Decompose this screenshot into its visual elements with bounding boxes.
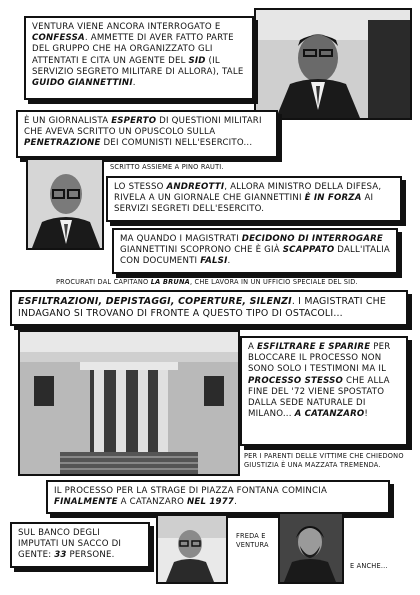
caption-text: (IL SERVIZIO SEGRETO MILITARE DI ALLORA), TALE bbox=[32, 55, 244, 77]
caption-text: A bbox=[248, 342, 258, 352]
caption-emphasis: DECIDONO DI INTERROGARE bbox=[241, 234, 383, 244]
caption-text: ! bbox=[364, 409, 369, 420]
caption-text: GIANNETTINI SCOPRONO CHE È GIÀ bbox=[120, 245, 283, 256]
caption-text: CHE ALLA FINE DEL '72 VIENE SPOSTATO DALLA SEDE NATURALE DI MILANO... bbox=[248, 375, 390, 420]
caption-emphasis: ESFILTRARE E SPARIRE bbox=[257, 342, 371, 352]
photo-palazzo-giustizia bbox=[18, 330, 240, 476]
caption-emphasis: È IN FORZA bbox=[304, 193, 362, 204]
caption-interrogare bbox=[112, 228, 398, 274]
photo-giannettini bbox=[254, 8, 412, 120]
caption-text: SUL BANCO DEGLI IMPUTATI UN SACCO DI GENTE: bbox=[18, 528, 122, 561]
caption-andreotti bbox=[106, 176, 402, 222]
caption-ventura-confessa bbox=[24, 16, 254, 100]
caption-text: È UN GIORNALISTA bbox=[24, 116, 112, 126]
caption-text: . AMMETTE DI AVER FATTO PARTE DEL GRUPPO CHE HA ORGANIZZATO GLI ATTENTATI E CITA UN AGENTE DEL bbox=[32, 33, 234, 66]
photo-andreotti bbox=[26, 158, 104, 250]
caption-text: . I MAGISTRATI CHE INDAGANO SI TROVANO DI FRONTE A QUESTO TIPO DI OSTACOLI... bbox=[18, 296, 386, 319]
note-text: PROCURATI DAL CAPITANO bbox=[56, 278, 151, 286]
caption-text: DEI COMUNISTI NELL'ESERCITO... bbox=[100, 138, 253, 149]
note-parenti: PER I PARENTI DELLE VITTIME CHE CHIEDONO GIUSTIZIA È UNA MAZZATA TREMENDA. bbox=[244, 452, 404, 469]
caption-emphasis: ANDREOTTI bbox=[166, 182, 225, 192]
caption-text: . bbox=[227, 256, 231, 267]
note-emphasis: LA BRUNA bbox=[150, 278, 190, 286]
caption-text: DI QUESTIONI MILITARI CHE AVEVA SCRITTO UN OPUSCOLO SULLA bbox=[24, 116, 262, 138]
caption-text: PER BLOCCARE IL PROCESSO NON SONO SOLO I TESTIMONI MA IL bbox=[248, 342, 391, 375]
photo-ventura bbox=[278, 512, 344, 584]
caption-text: IL PROCESSO PER LA STRAGE DI PIAZZA FONTANA COMINCIA bbox=[54, 486, 328, 496]
caption-emphasis: GUIDO GIANNETTINI bbox=[32, 78, 133, 89]
caption-text: A CATANZARO bbox=[117, 497, 188, 508]
caption-text: DALL'ITALIA CON DOCUMENTI bbox=[120, 245, 390, 267]
caption-emphasis: FINALMENTE bbox=[54, 497, 118, 508]
caption-emphasis: SCAPPATO bbox=[282, 245, 335, 256]
photo-freda bbox=[156, 514, 228, 584]
caption-emphasis: FALSI bbox=[200, 256, 228, 267]
caption-text: . bbox=[132, 78, 136, 89]
caption-emphasis: CONFESSA bbox=[32, 33, 85, 44]
note-text: , CHE LAVORA IN UN UFFICIO SPECIALE DEL SID. bbox=[189, 278, 358, 286]
caption-text: MA QUANDO I MAGISTRATI bbox=[120, 234, 242, 244]
caption-emphasis: PENETRAZIONE bbox=[24, 138, 101, 149]
caption-text: . bbox=[234, 497, 238, 508]
caption-emphasis: NEL 1977 bbox=[187, 497, 235, 508]
note-la-bruna bbox=[56, 278, 406, 287]
caption-emphasis: A CATANZARO bbox=[294, 409, 365, 420]
caption-giornalista bbox=[16, 110, 278, 158]
caption-text: , ALLORA MINISTRO DELLA DIFESA, RIVELA A UN GIORNALE CHE GIANNETTINI bbox=[114, 182, 382, 204]
note-freda-ventura: FREDA E VENTURA bbox=[236, 532, 269, 549]
caption-text: LO STESSO bbox=[114, 182, 167, 192]
caption-emphasis: PROCESSO STESSO bbox=[248, 375, 344, 386]
caption-esfiltrazioni bbox=[10, 290, 408, 326]
caption-emphasis: SID bbox=[188, 55, 206, 66]
caption-text: PERSONE. bbox=[66, 550, 115, 561]
note-e-anche: E ANCHE... bbox=[350, 562, 388, 570]
caption-text: VENTURA VIENE ANCORA INTERROGATO E bbox=[32, 22, 221, 32]
caption-text: AI SERVIZI SEGRETI DELL'ESERCITO. bbox=[114, 193, 374, 215]
caption-processo-1977 bbox=[46, 480, 390, 514]
note-rauti: SCRITTO ASSIEME A PINO RAUTI. bbox=[110, 163, 224, 171]
caption-emphasis: 33 bbox=[54, 550, 67, 561]
caption-imputati bbox=[10, 522, 150, 568]
caption-processo-catanzaro bbox=[240, 336, 408, 446]
caption-emphasis: ESFILTRAZIONI, DEPISTAGGI, COPERTURE, SILENZI bbox=[18, 296, 292, 307]
caption-emphasis: ESPERTO bbox=[111, 116, 157, 126]
